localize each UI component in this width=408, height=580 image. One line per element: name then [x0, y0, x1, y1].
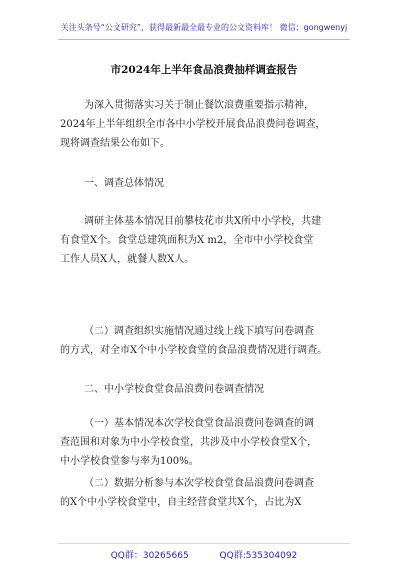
paragraph-line: （二）调查组织实施情况通过线上线下填写问卷调查: [84, 326, 314, 337]
section-heading-1: [60, 174, 360, 193]
paragraph-line: 2024年上半年组织全市各中小学校开展食品浪费问卷调查，: [60, 119, 326, 130]
paragraph-line: 为深入贯彻落实习关于制止餐饮浪费重要指示精神，: [84, 100, 314, 111]
footer-divider: [58, 543, 350, 544]
paragraph-line: （一）基本情况本次学校食堂食品浪费问卷调查的调: [84, 418, 314, 429]
footer: [0, 548, 408, 561]
paragraph-intro: [60, 96, 360, 153]
paragraph-line: 中小学校食堂参与率为100%。: [60, 456, 199, 467]
footer-qq-group-1: QQ群：30265665: [110, 551, 189, 561]
footer-qq-group-2: QQ群:535304092: [219, 551, 298, 561]
header-banner: 关注头条号“公文研究”，获得最新最全最专业的公文资料库！ 微信：gongwenyj: [60, 23, 348, 32]
paragraph-line: 工作人员X人，就餐人数X人。: [60, 254, 195, 265]
header-divider: [58, 39, 350, 40]
paragraph-line: 有食堂X个。食堂总建筑面积为X m2，全市中小学校食堂: [60, 235, 314, 246]
paragraph-line: 调研主体基本情况目前攀枝花市共X所中小学校，共建: [84, 216, 322, 227]
paragraph-line: 的方式，对全市X个中小学校食堂的食品浪费情况进行调查。: [60, 345, 328, 356]
document-title: 市2024年上半年食品浪费抽样调查报告: [110, 64, 298, 76]
paragraph-line: （二）数据分析参与本次学校食堂食品浪费问卷调查: [84, 478, 314, 489]
paragraph-line: 的X个中小学校食堂中，自主经营食堂共X个，占比为X: [60, 497, 302, 508]
paragraph-implementation: [60, 322, 360, 360]
section-heading-2: [60, 380, 360, 399]
heading-text: 二、中小学校食堂食品浪费问卷调查情况: [84, 384, 264, 395]
paragraph-line: 查范围和对象为中小学校食堂，共涉及中小学校食堂X个，: [60, 437, 318, 448]
heading-text: 一、调查总体情况: [84, 178, 164, 189]
paragraph-line: 现将调查结果公布如下。: [60, 138, 170, 149]
paragraph-basic-info: [60, 414, 360, 471]
paragraph-overview: [60, 212, 360, 269]
paragraph-data-analysis: [60, 474, 360, 512]
